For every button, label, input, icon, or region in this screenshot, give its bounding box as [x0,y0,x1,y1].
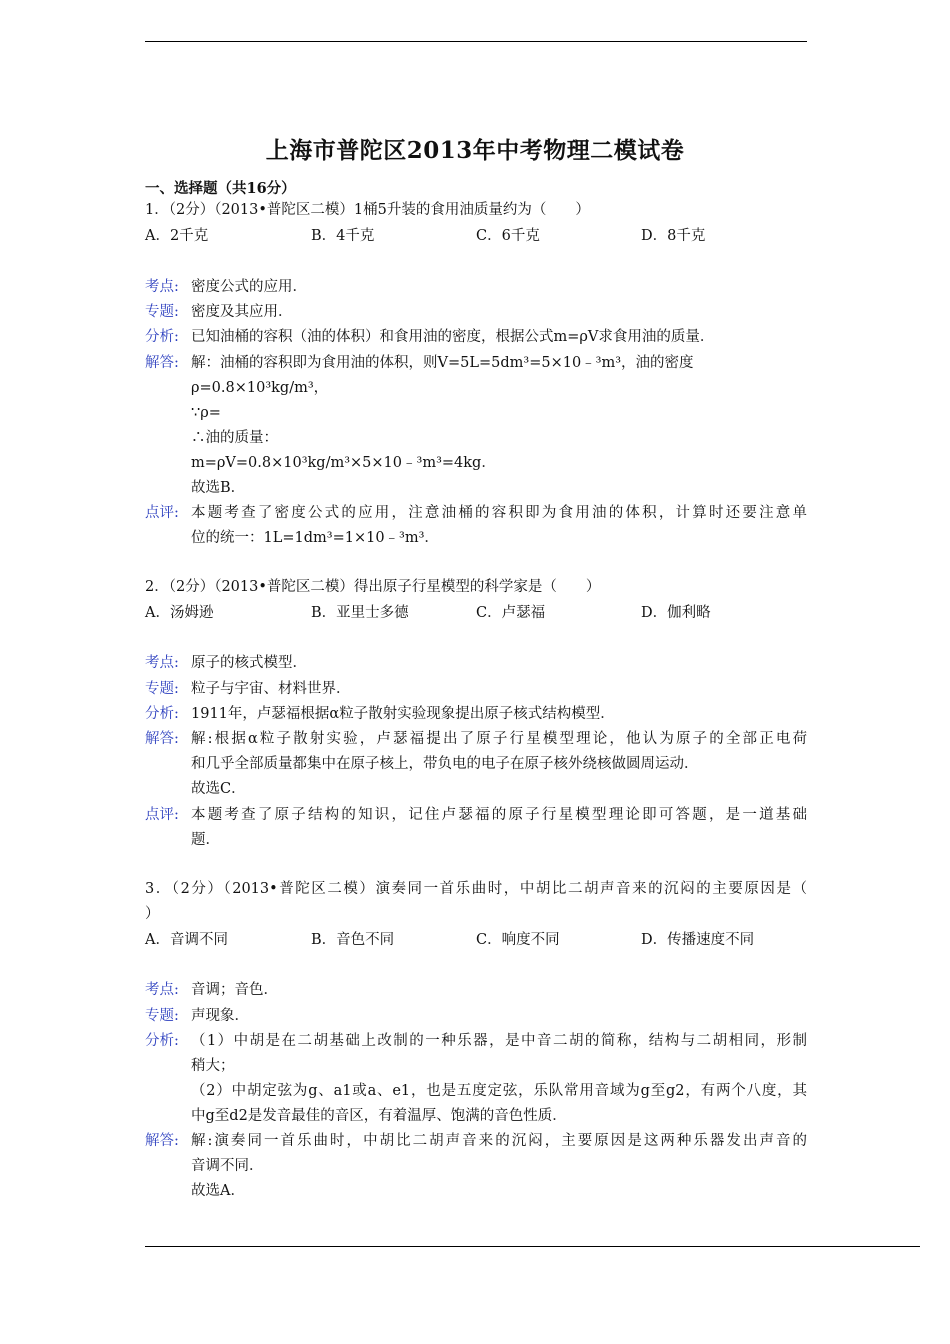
option-c: C．响度不同 [476,932,560,948]
question-3-stem-cont: ） [145,906,160,922]
dianping-line: 本题考查了原子结构的知识，记住卢瑟福的原子行星模型理论即可答题，是一道基础 [191,807,807,823]
jieda-line: 故选B． [191,480,246,496]
kaodian-text: 音调；音色． [191,982,278,998]
jieda-line: 和几乎全部质量都集中在原子核上，带负电的电子在原子核外绕核做圆周运动． [191,756,699,772]
jieda-line: 故选A． [191,1183,245,1199]
dianping-line: 位的统一：1L=1dm³=1×10﹣³m³． [191,530,439,546]
jieda-line: 解:演奏同一首乐曲时，中胡比二胡声音来的沉闷，主要原因是这两种乐器发出声音的 [191,1133,807,1149]
question-2-stem: 2．（2分）（2013•普陀区二模）得出原子行星模型的科学家是（ ） [145,579,601,595]
footer-rule [145,1246,920,1247]
fenxi-label: 分析: [145,329,179,345]
kaodian-text: 密度公式的应用． [191,279,307,295]
jieda-line: 解:根据α粒子散射实验，卢瑟福提出了原子行星模型理论，他认为原子的全部正电荷 [191,731,807,747]
header-rule [145,41,807,42]
fenxi-line: （2）中胡定弦为g、a1或a、e1，也是五度定弦，乐队常用音域为g至g2，有两个八度，其 [191,1083,807,1099]
kaodian-label: 考点: [145,655,179,671]
question-1-stem: 1．（2分）（2013•普陀区二模）1桶5升装的食用油质量约为（ ） [145,202,590,218]
zhuanti-label: 专题: [145,1008,179,1024]
kaodian-label: 考点: [145,279,179,295]
option-a: A．音调不同 [145,932,228,948]
jieda-line: ρ=0.8×10³kg/m³， [191,380,329,396]
fenxi-label: 分析: [145,1033,179,1049]
fenxi-line: 中g至d2是发音最佳的音区，有着温厚、饱满的音色性质． [191,1108,567,1124]
kaodian-text: 原子的核式模型． [191,655,307,671]
jieda-label: 解答: [145,1133,179,1149]
option-d: D．伽利略 [641,605,711,621]
jieda-line: 音调不同． [191,1158,264,1174]
zhuanti-text: 密度及其应用． [191,304,293,320]
option-b: B．4千克 [311,228,375,244]
jieda-label: 解答: [145,355,179,371]
zhuanti-text: 声现象． [191,1008,249,1024]
option-a: A．2千克 [145,228,209,244]
jieda-line: 故选C． [191,781,246,797]
fenxi-text: 已知油桶的容积（油的体积）和食用油的密度，根据公式m=ρV求食用油的质量． [191,329,715,345]
option-c: C．6千克 [476,228,540,244]
jieda-label: 解答: [145,731,179,747]
option-b: B．亚里士多德 [311,605,409,621]
zhuanti-text: 粒子与宇宙、材料世界． [191,681,351,697]
option-c: C．卢瑟福 [476,605,546,621]
jieda-line: ∴油的质量： [191,430,278,446]
option-d: D．传播速度不同 [641,932,755,948]
page-title: 上海市普陀区2013年中考物理二模试卷 [265,137,685,164]
question-3-stem: 3．（2分）（2013•普陀区二模）演奏同一首乐曲时，中胡比二胡声音来的沉闷的主要原因是（ [145,881,807,897]
fenxi-label: 分析: [145,706,179,722]
option-d: D．8千克 [641,228,706,244]
dianping-label: 点评: [145,505,179,521]
dianping-line: 题． [191,832,220,848]
jieda-line: 解：油桶的容积即为食用油的体积，则V=5L=5dm³=5×10﹣³m³，油的密度 [191,355,694,371]
kaodian-label: 考点: [145,982,179,998]
fenxi-line: 稍大； [191,1058,235,1074]
zhuanti-label: 专题: [145,681,179,697]
jieda-line: ∵ρ= [191,405,221,421]
dianping-label: 点评: [145,807,179,823]
option-b: B．音色不同 [311,932,395,948]
section-heading: 一、选择题（共16分） [145,180,296,197]
fenxi-line: （1）中胡是在二胡基础上改制的一种乐器，是中音二胡的简称，结构与二胡相同，形制 [191,1033,807,1049]
jieda-line: m=ρV=0.8×10³kg/m³×5×10﹣³m³=4kg． [191,455,496,471]
zhuanti-label: 专题: [145,304,179,320]
option-a: A．汤姆逊 [145,605,214,621]
fenxi-text: 1911年，卢瑟福根据α粒子散射实验现象提出原子核式结构模型． [191,706,615,722]
dianping-line: 本题考查了密度公式的应用，注意油桶的容积即为食用油的体积，计算时还要注意单 [191,505,807,521]
